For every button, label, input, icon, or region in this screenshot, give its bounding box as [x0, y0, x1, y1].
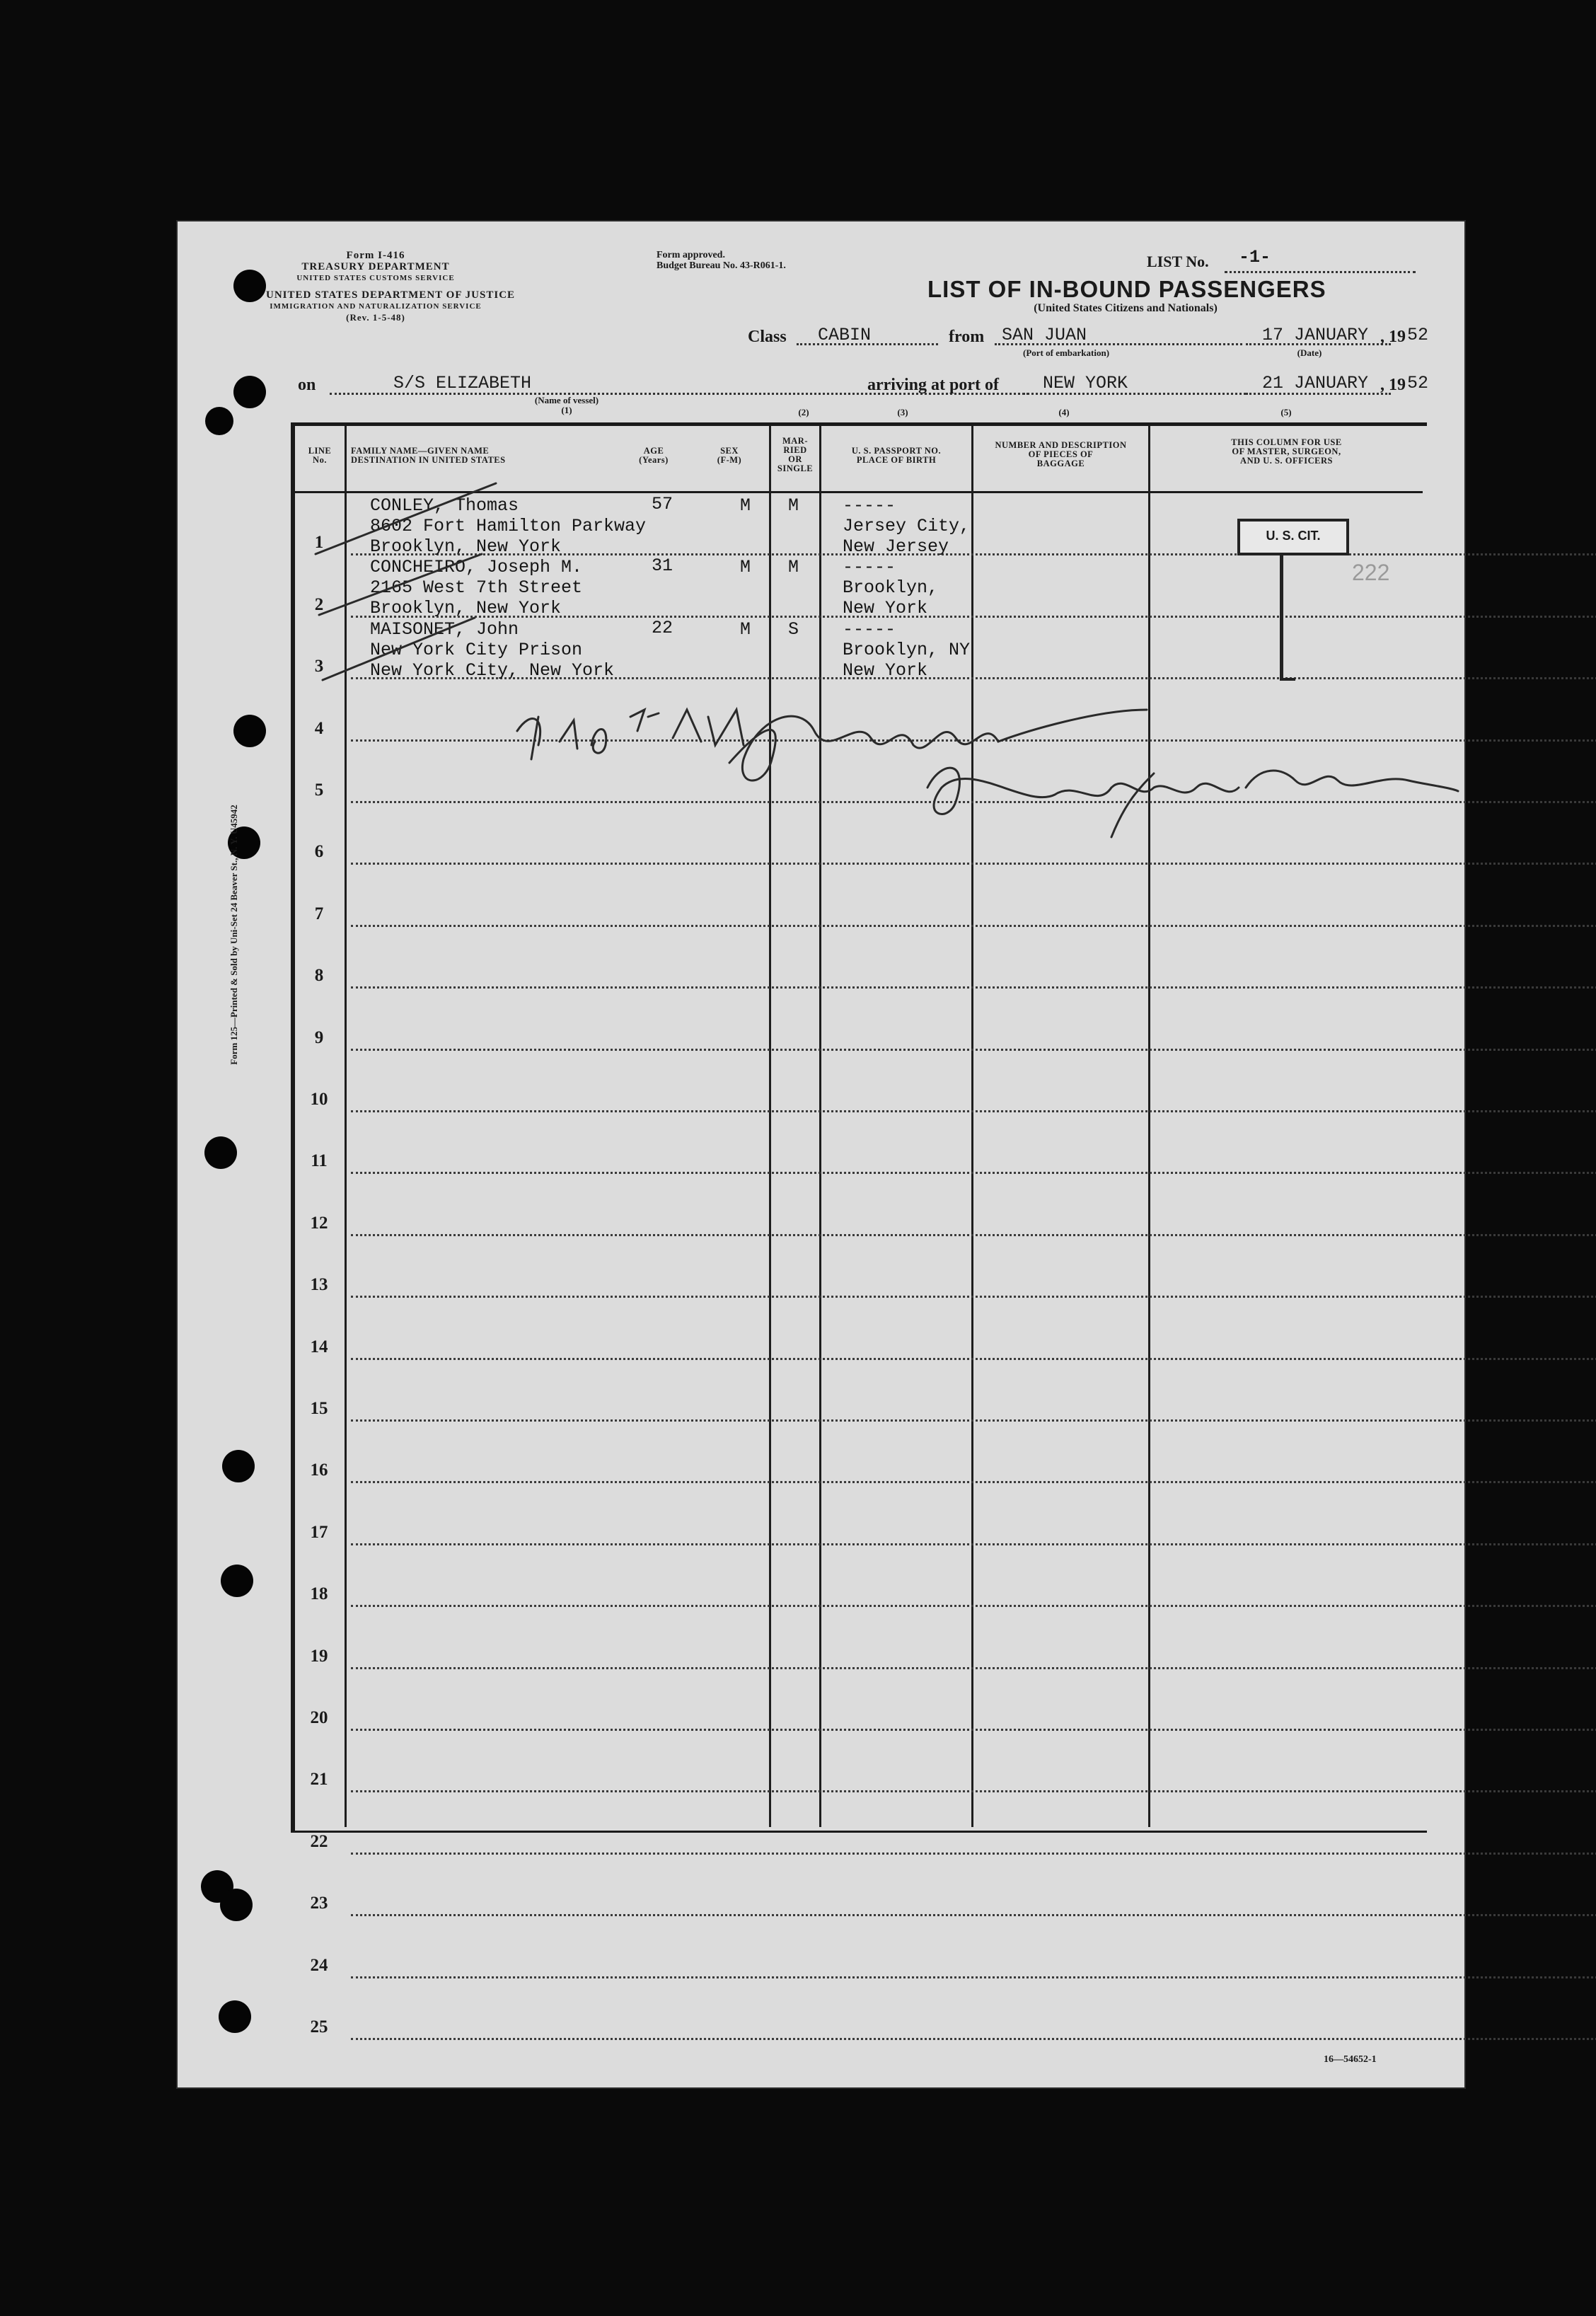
row-number: 3 [314, 657, 324, 676]
strike-mark [316, 483, 496, 554]
row-number: 1 [314, 533, 324, 553]
passenger-birthplace-state: New Jersey [843, 536, 949, 557]
stamp-text: U. S. CIT. [1266, 529, 1321, 543]
depart-date: 17 JANUARY [1262, 325, 1369, 345]
from-value: SAN JUAN [1002, 325, 1087, 345]
arriving-label: arriving at port of [867, 376, 999, 394]
row-number: 13 [310, 1275, 328, 1295]
passenger-city: New York City, New York [370, 659, 615, 681]
row-number: 23 [310, 1894, 328, 1913]
passenger-address: 2165 West 7th Street [370, 577, 583, 599]
row-number: 11 [311, 1151, 328, 1171]
class-value: CABIN [818, 325, 872, 345]
form-approved: Form approved. [657, 250, 725, 260]
passenger-married: S [788, 618, 799, 640]
passenger-birthplace-state: New York [843, 659, 928, 681]
row-number: 18 [310, 1584, 328, 1604]
strike-mark [319, 554, 482, 615]
customs-service: UNITED STATES CUSTOMS SERVICE [296, 274, 455, 282]
passenger-passport: ----- [843, 618, 896, 640]
signature-time [630, 710, 659, 731]
depart-year-prefix: , 19 [1380, 328, 1406, 346]
passenger-age: 57 [652, 494, 673, 514]
passenger-address: 8602 Fort Hamilton Parkway [370, 516, 647, 536]
row-number: 10 [310, 1090, 328, 1109]
class-label: Class [748, 328, 787, 346]
passenger-sex: M [740, 618, 751, 640]
signature-time [560, 720, 606, 753]
arrival-date: 21 JANUARY [1262, 373, 1369, 393]
passenger-sex: M [740, 557, 751, 578]
passenger-birthplace: Jersey City, [843, 516, 971, 536]
page-subtitle: (United States Citizens and Nationals) [1034, 302, 1218, 314]
signature-initials [673, 710, 744, 745]
budget-bureau-no: Budget Bureau No. 43-R061-1. [657, 260, 786, 271]
strike-mark [323, 618, 475, 680]
passenger-address: New York City Prison [370, 639, 583, 660]
vessel-colnum: (1) [561, 405, 572, 415]
row-number: 21 [310, 1770, 328, 1790]
col-header-line: LINE No. [308, 446, 332, 465]
department-justice: UNITED STATES DEPARTMENT OF JUSTICE [266, 289, 516, 301]
footer-code: 16—54652-1 [1324, 2054, 1377, 2065]
signature-title [927, 768, 1239, 814]
colnum-5: (5) [1280, 407, 1292, 417]
list-no-value: -1- [1239, 247, 1271, 267]
manifest-page [178, 221, 1464, 2087]
passenger-city: Brooklyn, New York [370, 598, 562, 619]
passenger-passport: ----- [843, 495, 896, 516]
row-number: 9 [314, 1027, 324, 1047]
row-number: 16 [310, 1461, 328, 1480]
row-number: 7 [314, 904, 324, 923]
page-title: LIST OF IN-BOUND PASSENGERS [927, 276, 1326, 302]
colnum-2: (2) [798, 407, 809, 417]
from-caption: (Port of embarkation) [1023, 347, 1110, 358]
arrival-year: 52 [1407, 373, 1429, 393]
row-number: 20 [310, 1708, 328, 1727]
passenger-married: M [788, 495, 799, 516]
passenger-birthplace: Brooklyn, NY [843, 639, 971, 660]
row-number: 17 [310, 1522, 328, 1542]
row-number: 8 [314, 966, 324, 986]
col-header-sex: SEX (F-M) [717, 446, 742, 465]
passenger-city: Brooklyn, New York [370, 536, 562, 557]
handwriting-overlay [178, 221, 1464, 2087]
passenger-name: CONCHEIRO, Joseph M. [370, 557, 583, 578]
row-number: 25 [310, 2017, 328, 2036]
col-header-baggage: NUMBER AND DESCRIPTION OF PIECES OF BAGGAGE [995, 440, 1127, 468]
row-number: 15 [310, 1399, 328, 1418]
row-number: 24 [310, 1955, 328, 1975]
col-header-age: AGE (Years) [639, 446, 669, 465]
on-label: on [298, 376, 316, 394]
ins-service: IMMIGRATION AND NATURALIZATION SERVICE [270, 302, 482, 311]
row-number: 19 [310, 1646, 328, 1666]
row-number: 6 [314, 842, 324, 862]
vessel-caption: (Name of vessel) [534, 395, 599, 405]
department-treasury: TREASURY DEPARTMENT [301, 261, 450, 272]
from-label: from [949, 328, 985, 346]
col-header-name: FAMILY NAME—GIVEN NAME DESTINATION IN UNITED STATES [351, 446, 506, 465]
passenger-name: MAISONET, John [370, 618, 519, 640]
date-caption: (Date) [1297, 347, 1322, 358]
stamp-number: 222 [1352, 560, 1390, 585]
passenger-name: CONLEY, Thomas [370, 495, 519, 516]
arrival-port: NEW YORK [1043, 373, 1128, 393]
passenger-birthplace-state: New York [843, 598, 928, 619]
signature-title [1246, 771, 1458, 791]
row-number: 14 [310, 1337, 328, 1356]
passenger-age: 22 [652, 617, 673, 638]
passenger-age: 31 [652, 555, 673, 577]
row-number: 4 [314, 718, 324, 738]
row-number: 2 [314, 594, 324, 614]
colnum-3: (3) [897, 407, 908, 417]
passenger-passport: ----- [843, 557, 896, 578]
list-no-label: LIST No. [1147, 253, 1209, 270]
printer-imprint: Form 125—Printed & Sold by Uni-Set 24 Beaver St., N. Y. U45942 [229, 805, 239, 1065]
form-id: Form I-416 [346, 250, 405, 261]
signature-time [517, 717, 540, 759]
row-number: 12 [310, 1213, 328, 1233]
depart-year: 52 [1407, 325, 1429, 345]
vessel-name: S/S ELIZABETH [393, 373, 532, 393]
col-header-officers: THIS COLUMN FOR USE OF MASTER, SURGEON, AND U. S. OFFICERS [1231, 437, 1342, 466]
col-header-passport: U. S. PASSPORT NO. PLACE OF BIRTH [851, 446, 942, 465]
signature-name [729, 710, 1147, 780]
passenger-married: M [788, 557, 799, 578]
row-number: 5 [314, 780, 324, 800]
passenger-birthplace: Brooklyn, [843, 577, 939, 599]
passenger-sex: M [740, 495, 751, 516]
arrival-year-prefix: , 19 [1380, 376, 1406, 394]
colnum-4: (4) [1058, 407, 1070, 417]
revision: (Rev. 1-5-48) [346, 312, 405, 323]
col-header-married: MAR- RIED OR SINGLE [777, 436, 814, 473]
row-number: 22 [310, 1831, 328, 1851]
